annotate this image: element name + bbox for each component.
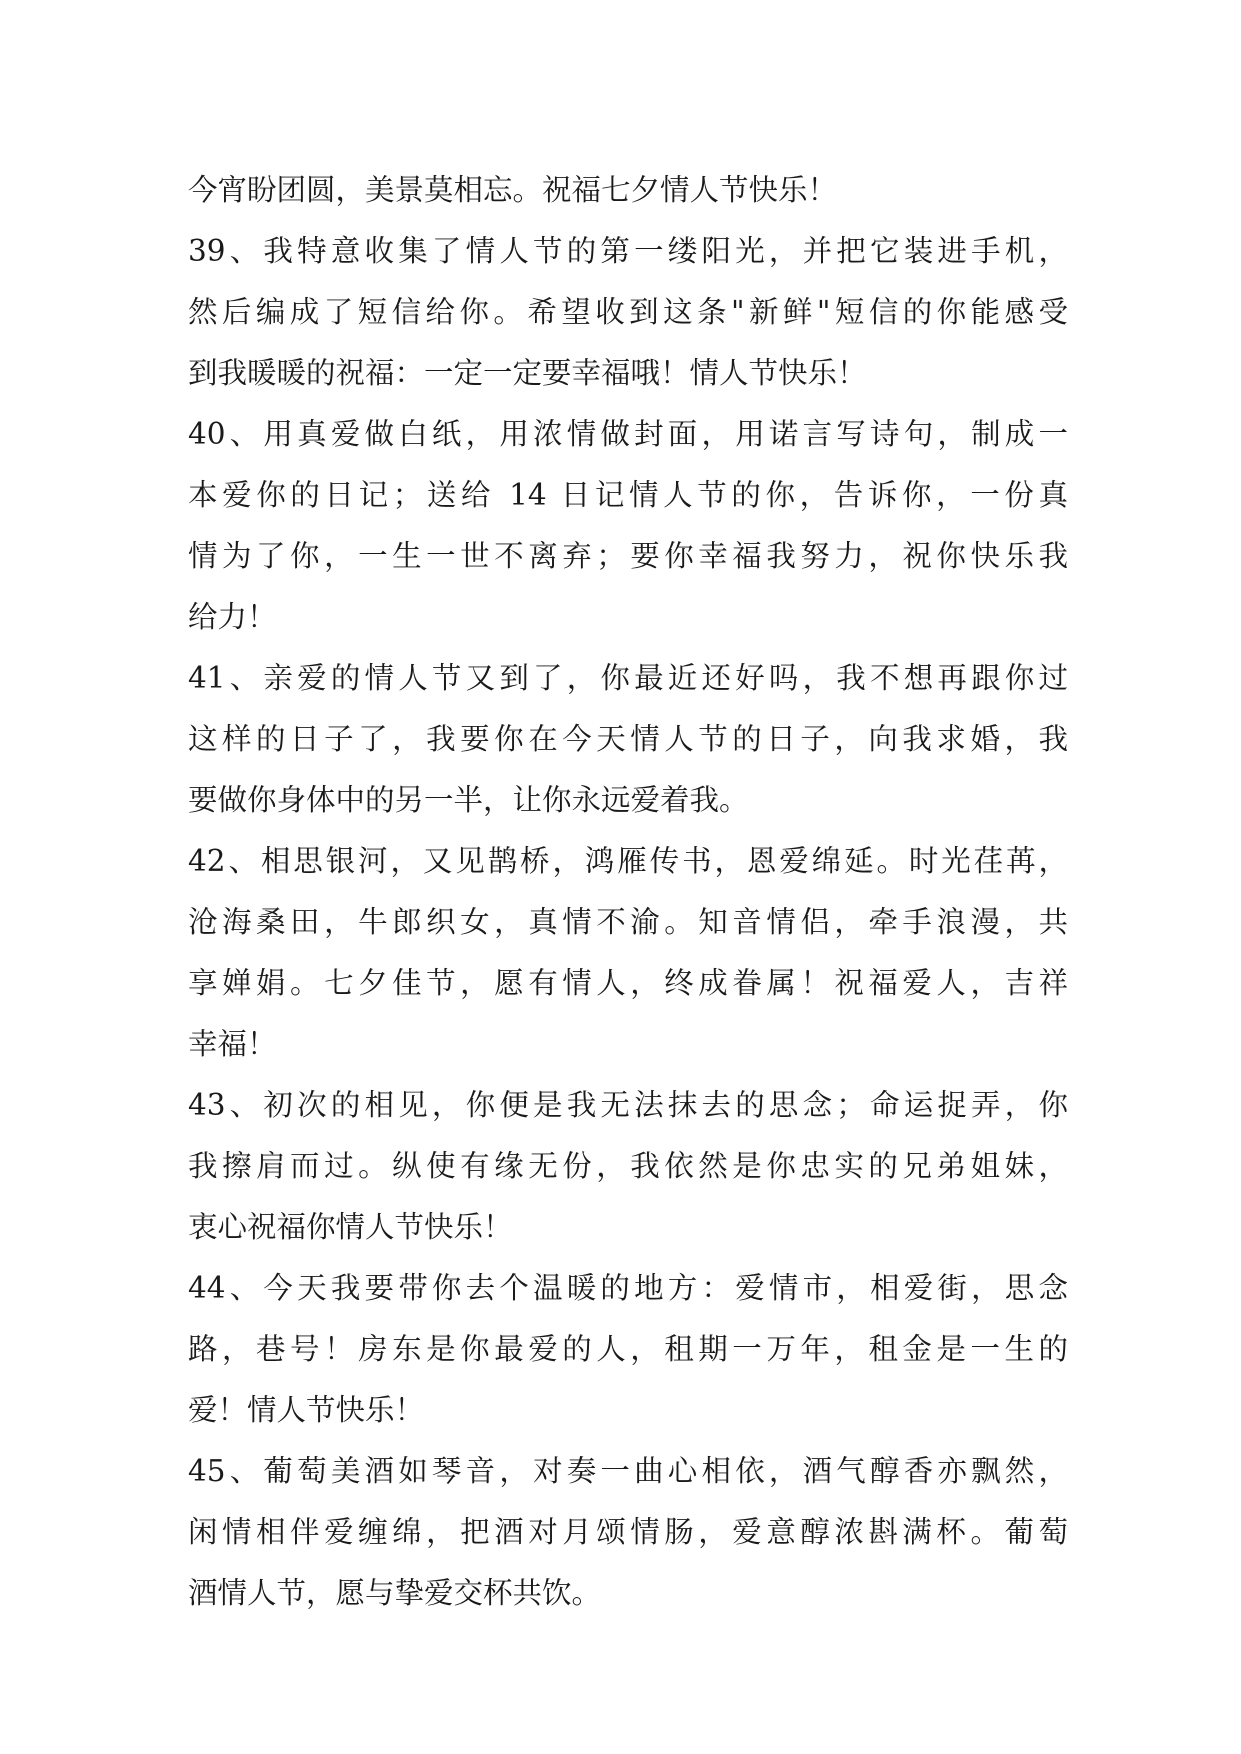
text-line: 幸福！ bbox=[188, 1027, 277, 1061]
text-line: 衷心祝福你情人节快乐！ bbox=[188, 1210, 513, 1244]
text-line: 爱！情人节快乐！ bbox=[188, 1393, 425, 1427]
text-line: 情为了你，一生一世不离弃；要你幸福我努力，祝你快乐我 bbox=[188, 539, 1068, 573]
text-line: 44、今天我要带你去个温暖的地方：爱情市，相爱街，思念 bbox=[188, 1271, 1068, 1305]
text-line: 本爱你的日记；送给 14 日记情人节的你，告诉你，一份真 bbox=[188, 478, 1068, 512]
text-line: 闲情相伴爱缠绵，把酒对月颂情肠，爱意醇浓斟满杯。葡萄 bbox=[188, 1515, 1068, 1549]
document-body bbox=[188, 160, 1068, 1624]
text-line: 享婵娟。七夕佳节，愿有情人，终成眷属！祝福爱人，吉祥 bbox=[188, 966, 1068, 1000]
text-line: 沧海桑田，牛郎织女，真情不渝。知音情侣，牵手浪漫，共 bbox=[188, 905, 1068, 939]
text-line: 43、初次的相见，你便是我无法抹去的思念；命运捉弄，你 bbox=[188, 1088, 1068, 1122]
text-line: 酒情人节，愿与挚爱交杯共饮。 bbox=[188, 1576, 602, 1610]
text-line: 41、亲爱的情人节又到了，你最近还好吗，我不想再跟你过 bbox=[188, 661, 1068, 695]
text-line: 40、用真爱做白纸，用浓情做封面，用诺言写诗句，制成一 bbox=[188, 417, 1068, 451]
text-line: 39、我特意收集了情人节的第一缕阳光，并把它装进手机， bbox=[188, 234, 1068, 268]
text-line: 45、葡萄美酒如琴音，对奏一曲心相依，酒气醇香亦飘然， bbox=[188, 1454, 1068, 1488]
text-line: 给力！ bbox=[188, 600, 277, 634]
text-line: 42、相思银河，又见鹊桥，鸿雁传书，恩爱绵延。时光荏苒， bbox=[188, 844, 1068, 878]
text-line: 要做你身体中的另一半，让你永远爱着我。 bbox=[188, 783, 749, 817]
text-line: 这样的日子了，我要你在今天情人节的日子，向我求婚，我 bbox=[188, 722, 1068, 756]
text-line: 到我暖暖的祝福：一定一定要幸福哦！情人节快乐！ bbox=[188, 356, 867, 390]
text-line: 路，巷号！房东是你最爱的人，租期一万年，租金是一生的 bbox=[188, 1332, 1068, 1366]
text-line: 今宵盼团圆，美景莫相忘。祝福七夕情人节快乐！ bbox=[188, 173, 838, 207]
text-line: 我擦肩而过。纵使有缘无份，我依然是你忠实的兄弟姐妹， bbox=[188, 1149, 1068, 1183]
text-line: 然后编成了短信给你。希望收到这条"新鲜"短信的你能感受 bbox=[188, 295, 1068, 329]
